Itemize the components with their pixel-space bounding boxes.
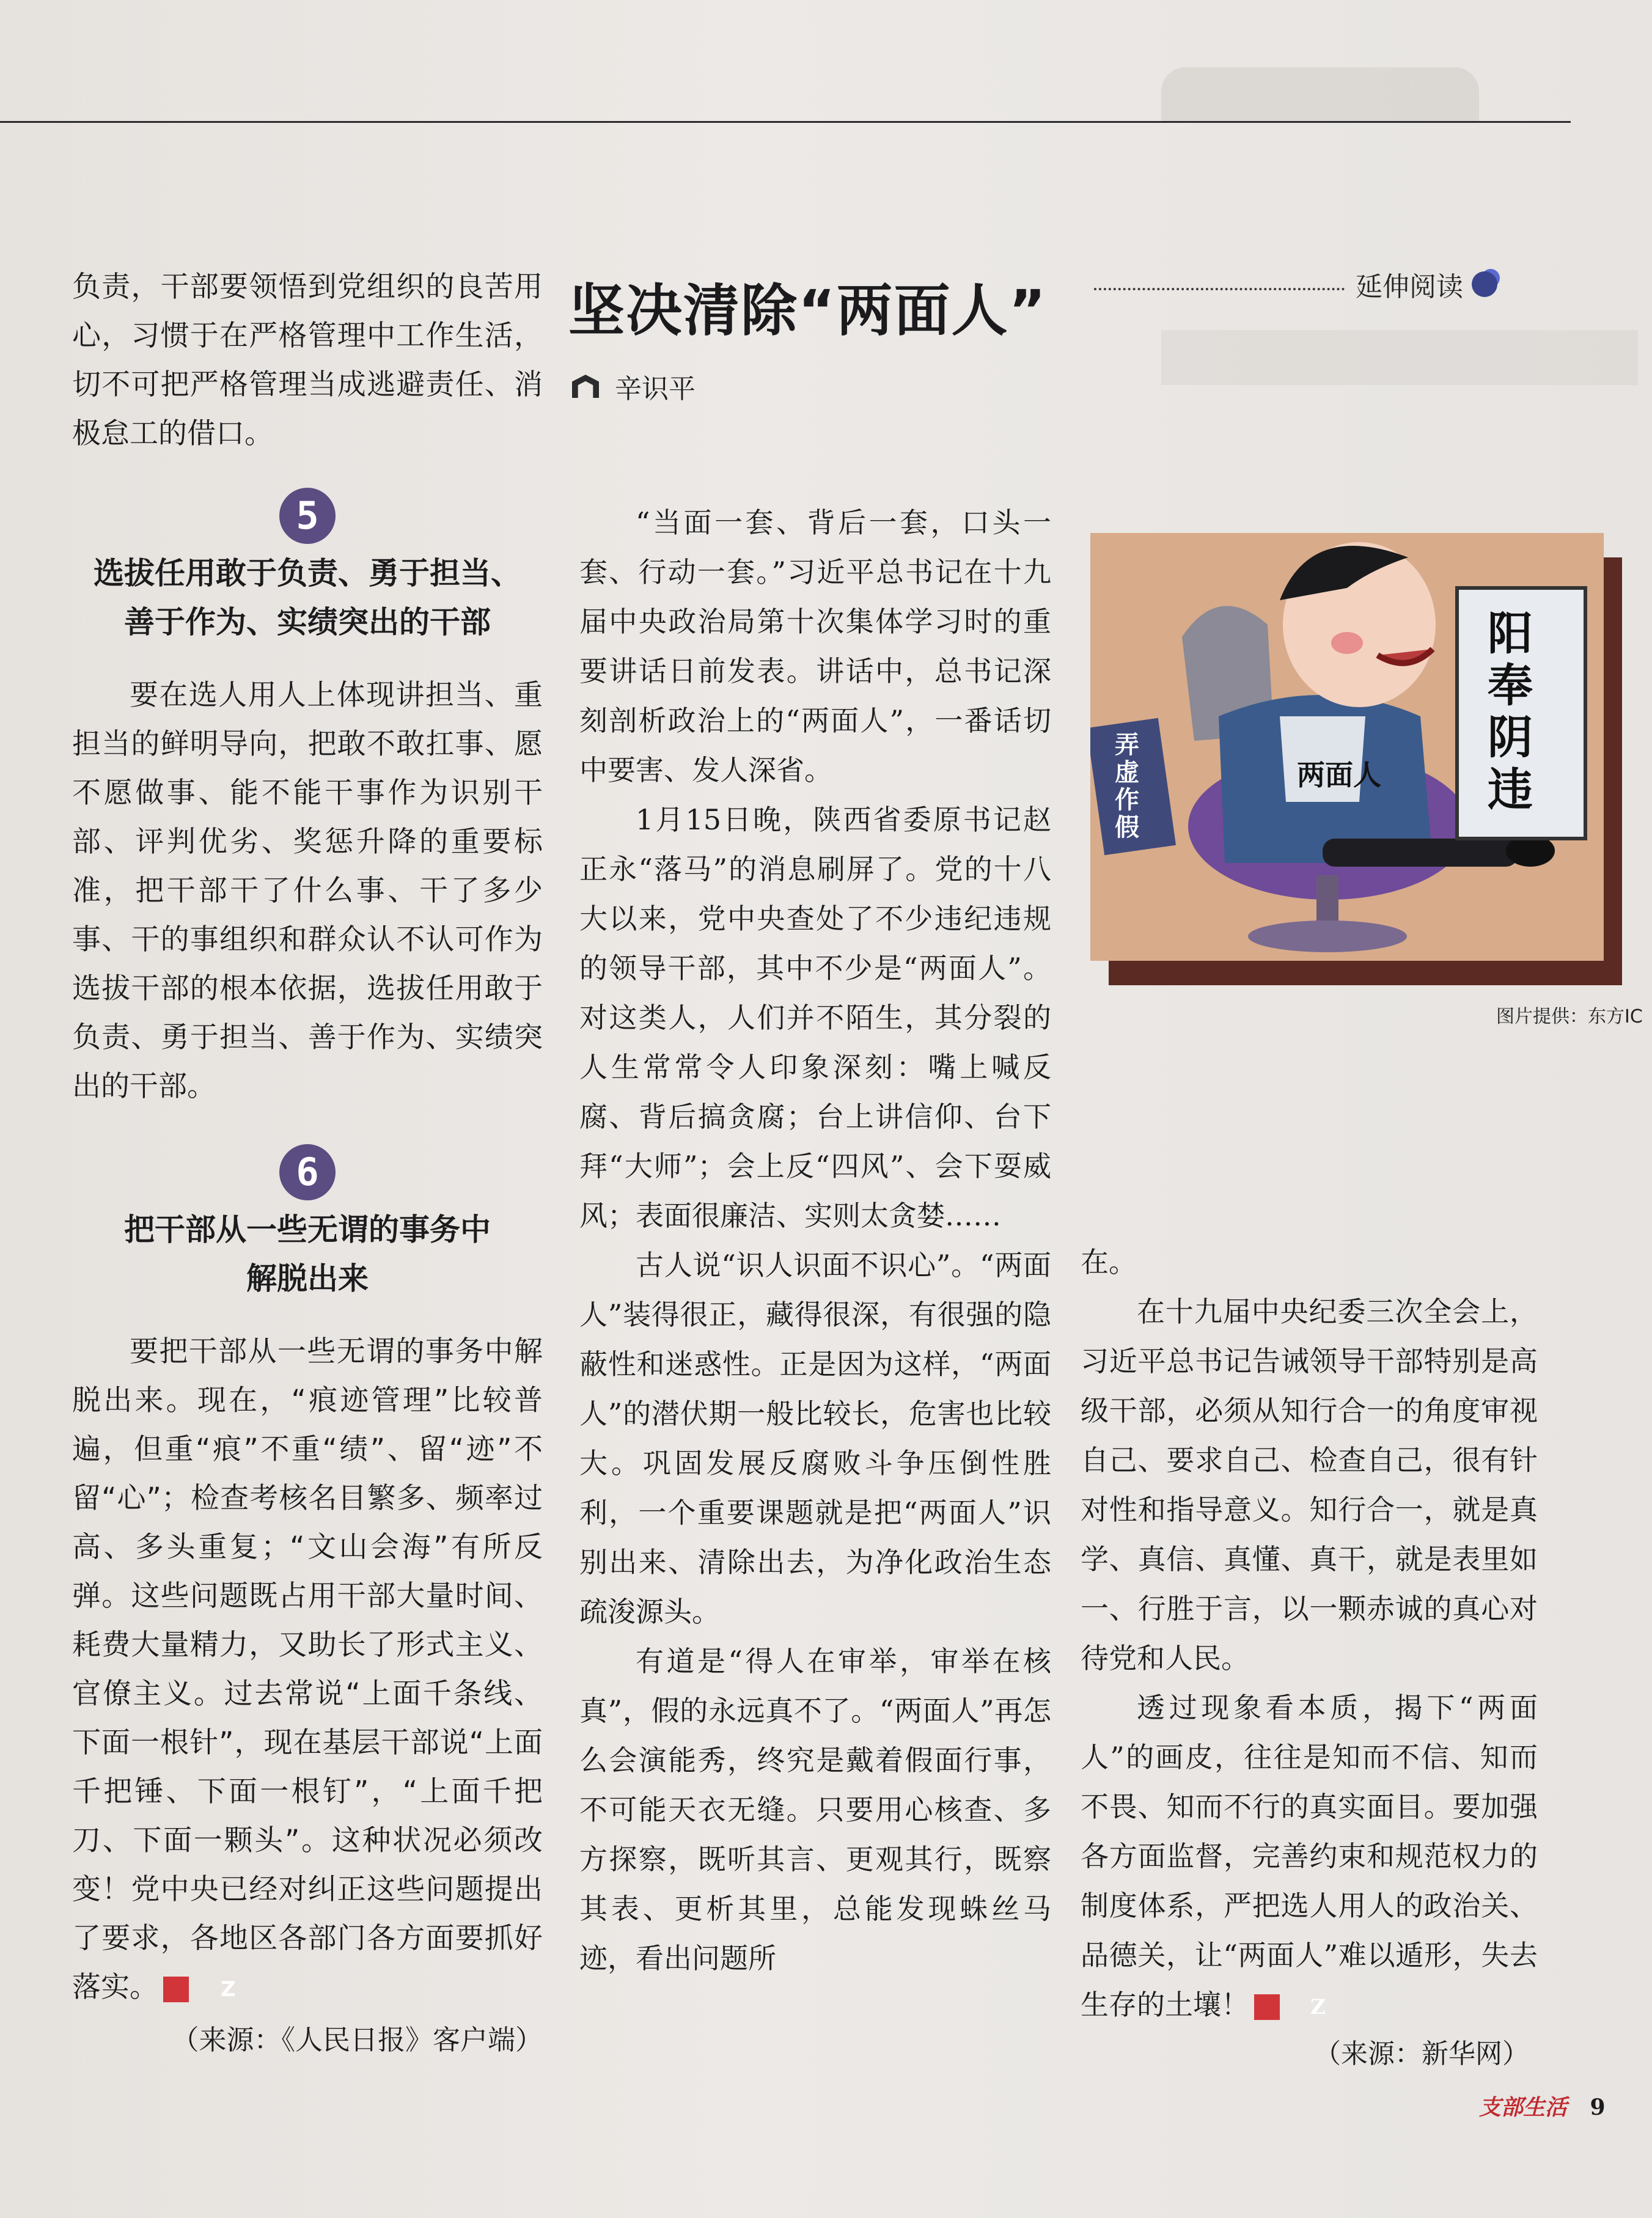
author-byline [572,367,696,406]
section-label-text: 延伸阅读 [1356,271,1463,303]
page-number: 9 [1590,2095,1606,2120]
section-6-heading [72,1205,543,1303]
article-column-right [1081,1238,1538,2079]
bleed-through-banner [1161,67,1479,122]
section-5-heading-line2: 善于作为、实绩突出的干部 [124,604,491,640]
newspaper-char: 违 [1488,763,1533,816]
book-char: 弄 [1115,731,1139,759]
shirt-label: 两面人 [1297,758,1381,791]
section-5-badge: 5 [279,488,336,544]
book-char: 作 [1115,786,1139,814]
left-source: （来源：《人民日报》客户端） [171,2024,543,2056]
header-rule [0,121,1571,123]
newspaper-char: 阴 [1488,711,1533,764]
article-paragraph: 在十九届中央纪委三次全会上，习近平总书记告诫领导干部特别是高级干部，必须从知行合一的角度审视自己、要求自己、检查自己，很有针对性和指导意义。知行合一，就是真学、真信、真懂、真干，就是表里如一、行胜于言，以一颗赤诚的真心对待党和人民。 [1081,1295,1538,1675]
magazine-logo: 支部生活 [1479,2095,1568,2120]
article-paragraph: 古人说“识人识面不识心”。“两面人”装得很正，藏得很深，有很强的隐蔽性和迷惑性。正是因为这样，“两面人”的潜伏期一般比较长，危害也比较大。巩固发展反腐败斗争压倒性胜利，一个重要课题就是把“两面人”识别出来、清除出去，为净化政治生态疏浚源头。 [579,1249,1051,1628]
article-title: 坚决清除“两面人” [568,278,1047,343]
article-paragraph: 在。 [1081,1246,1137,1279]
article-source: （来源：新华网） [1314,2038,1529,2069]
pushpin-icon [1472,271,1497,297]
book-char: 虚 [1115,758,1139,787]
cheek [1331,632,1363,654]
page-footer [1479,2090,1606,2121]
book-char: 假 [1115,813,1139,842]
end-mark: Z [163,1977,189,2002]
dotted-leader [1094,288,1345,290]
section-5-heading-line1: 选拔任用敢于负责、勇于担当、 [94,556,521,591]
article-column-middle [579,498,1051,1983]
newspaper-char: 奉 [1488,659,1533,712]
section-6-body [72,1327,543,2012]
author-name: 辛识平 [615,373,696,405]
section-6-body-text: 要把干部从一些无谓的事务中解脱出来。现在，“痕迹管理”比较普遍，但重“痕”不重“绩”、留“迹”不留“心”；检查考核名目繁多、频率过高、多头重复；“文山会海”有所反弹。这些问题既占用干部大量时间、耗费大量精力，又助长了形式主义、官僚主义。过去常说“上面千条线、下面一根针”，现在基层干部说“上面千把锤、下面一根钉”，“上面千把刀、下面一颗头”。这种状况必须改变！党中央已经对纠正这些问题提出了要求，各地区各部门各方面要抓好落实。 [72,1335,543,2004]
section-5-heading [72,549,543,647]
image-credit: 图片提供：东方IC [1496,1006,1643,1027]
article-paragraph-text: 透过现象看本质，揭下“两面人”的画皮，往往是知而不信、知而不畏、知而不行的真实面目。要加强各方面监督，完善约束和规范权力的制度体系，严把选人用人的政治关、品德关，让“两面人”难以遁形，失去生存的土壤！ [1081,1691,1538,2021]
article-paragraph: 1月15日晚，陕西省委原书记赵正永“落马”的消息刷屏了。党的十八大以来，党中央查处了不少违纪违规的领导干部，其中不少是“两面人”。对这类人，人们并不陌生，其分裂的人生常常令人印象深刻：嘴上喊反腐、背后搞贪腐；台上讲信仰、台下拜“大师”；会上反“四风”、会下耍威风；表面很廉洁、实则太贪婪…… [579,803,1051,1232]
section-6-heading-line2: 解脱出来 [246,1261,369,1296]
cartoon-illustration [1090,533,1622,985]
cartoon-svg [1090,533,1622,985]
end-mark: Z [1254,1994,1280,2020]
bleed-through-heading [1161,330,1638,385]
article-paragraph: 有道是“得人在审举，审举在核真”，假的永远真不了。“两面人”再怎么会演能秀，终究是戴着假面行事，不可能天衣无缝。只要用心核查、多方探察，既听其言、更观其行，既察其表、更析其里，总能发现蛛丝马迹，看出问题所 [579,1645,1051,1975]
newspaper-char: 阳 [1488,608,1533,660]
article-paragraph [1081,1683,1538,2030]
section-6-badge: 6 [279,1144,336,1200]
left-column [72,263,543,2065]
section-label [1094,263,1497,306]
author-icon [572,375,599,398]
chair-base [1248,920,1407,952]
article-paragraph: “当面一套、背后一套，口头一套、行动一套。”习近平总书记在十九届中央政治局第十次集体学习时的重要讲话日前发表。讲话中，总书记深刻剖析政治上的“两面人”，一番话切中要害、发人深省。 [579,506,1051,787]
section-5-body: 要在选人用人上体现讲担当、重担当的鲜明导向，把敢不敢扛事、愿不愿做事、能不能干事作为识别干部、评判优劣、奖惩升降的重要标准，把干部干了什么事、干了多少事、干的事组织和群众认不认可作为选拔干部的根本依据，选拔任用敢于负责、勇于担当、善于作为、实绩突出的干部。 [72,678,543,1103]
intro-paragraph: 负责，干部要领悟到党组织的良苦用心，习惯于在严格管理中工作生活，切不可把严格管理当成逃避责任、消极怠工的借口。 [72,270,543,450]
section-6-heading-line1: 把干部从一些无谓的事务中 [124,1212,491,1247]
legs [1323,839,1518,867]
